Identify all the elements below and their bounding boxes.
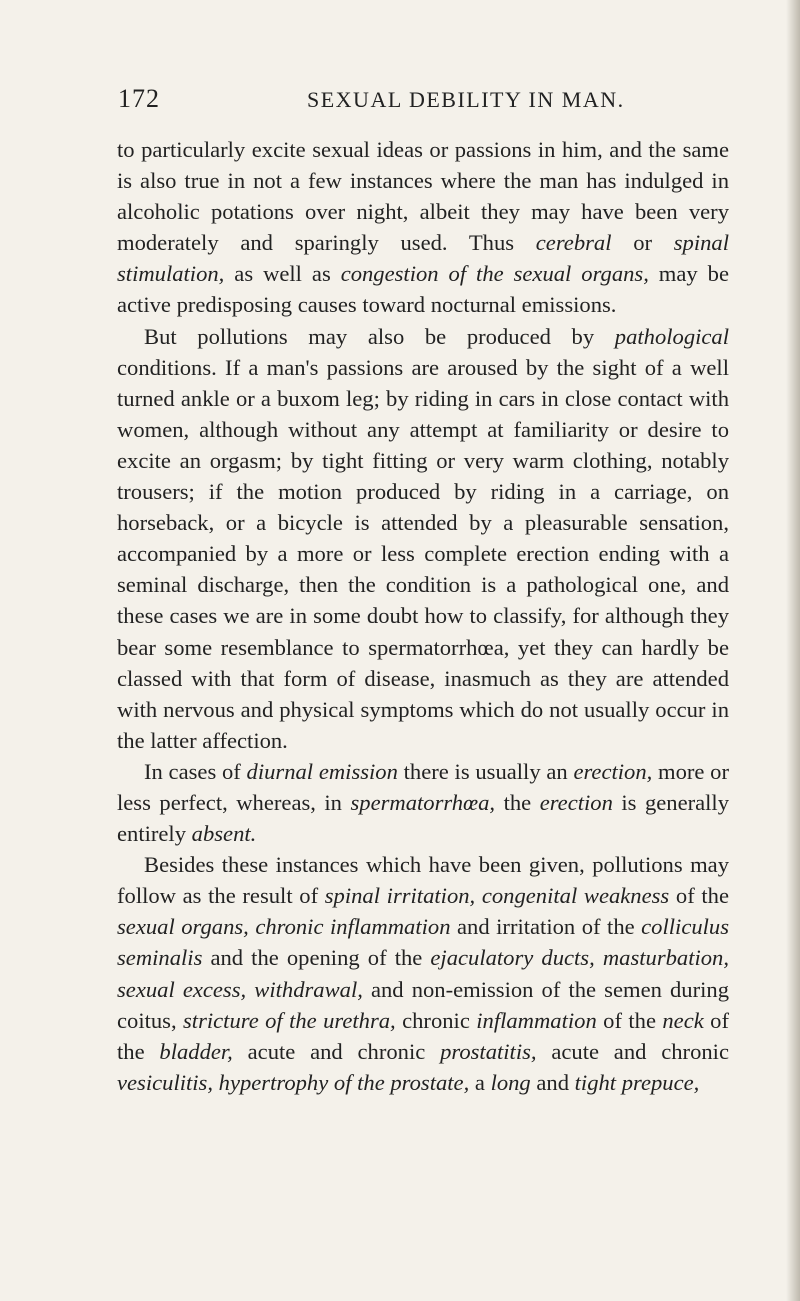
paragraph-4: Besides these instances which have been given, pollutions may follow as the result of spinal irritation, congenital weakness of the sexual organs, chronic inflammation and irritation of the colliculus seminalis and the opening of the ejaculatory ducts, masturbation, sexual excess, withdrawal, and non-emission of the semen during coitus, stricture of the urethra, chronic inflammation of the neck of the bladder, acute and chronic prostatitis, acute and chronic vesiculitis, hypertrophy of the prostate, a long and tight prepuce, <box>117 852 730 1095</box>
paragraph-1: to particularly excite sexual ideas or passions in him, and the same is also true in not a few instances where the man has indulged in alcoholic potations over night, albeit they may have been very moderately and sparingly used. Thus cerebral or spinal stimulation, as well as congestion of the sexual organs, may be active predisposing causes toward nocturnal emissions. <box>117 137 729 318</box>
page-header <box>118 84 730 120</box>
body-text <box>117 134 729 1098</box>
running-head: SEXUAL DEBILITY IN MAN. <box>307 87 625 112</box>
paragraph-3: In cases of diurnal emission there is usually an erection, more or less perfect, whereas, in spermatorrhœa, the erection is generally entirely absent. <box>117 758 730 847</box>
page-number: 172 <box>118 84 160 113</box>
paragraph-2: But pollutions may also be produced by pathological conditions. If a man's passions are aroused by the sight of a well turned ankle or a buxom leg; by riding in cars in close contact with women, although without any attempt at familiarity or desire to excite an orgasm; by tight fitting or very warm clothing, notably trousers; if the motion produced by riding in a carriage, on horseback, or a bicycle is attended by a pleasurable sensation, accompanied by a more or less complete erection ending with a seminal discharge, then the condition is a pathological one, and these cases we are in some doubt how to classify, for although they bear some resemblance to spermatorrhœa, yet they can hardly be classed with that form of disease, inasmuch as they are attended with nervous and physical symptoms which do not usually occur in the latter affection. <box>117 323 729 753</box>
page-edge-shadow <box>786 0 800 1301</box>
